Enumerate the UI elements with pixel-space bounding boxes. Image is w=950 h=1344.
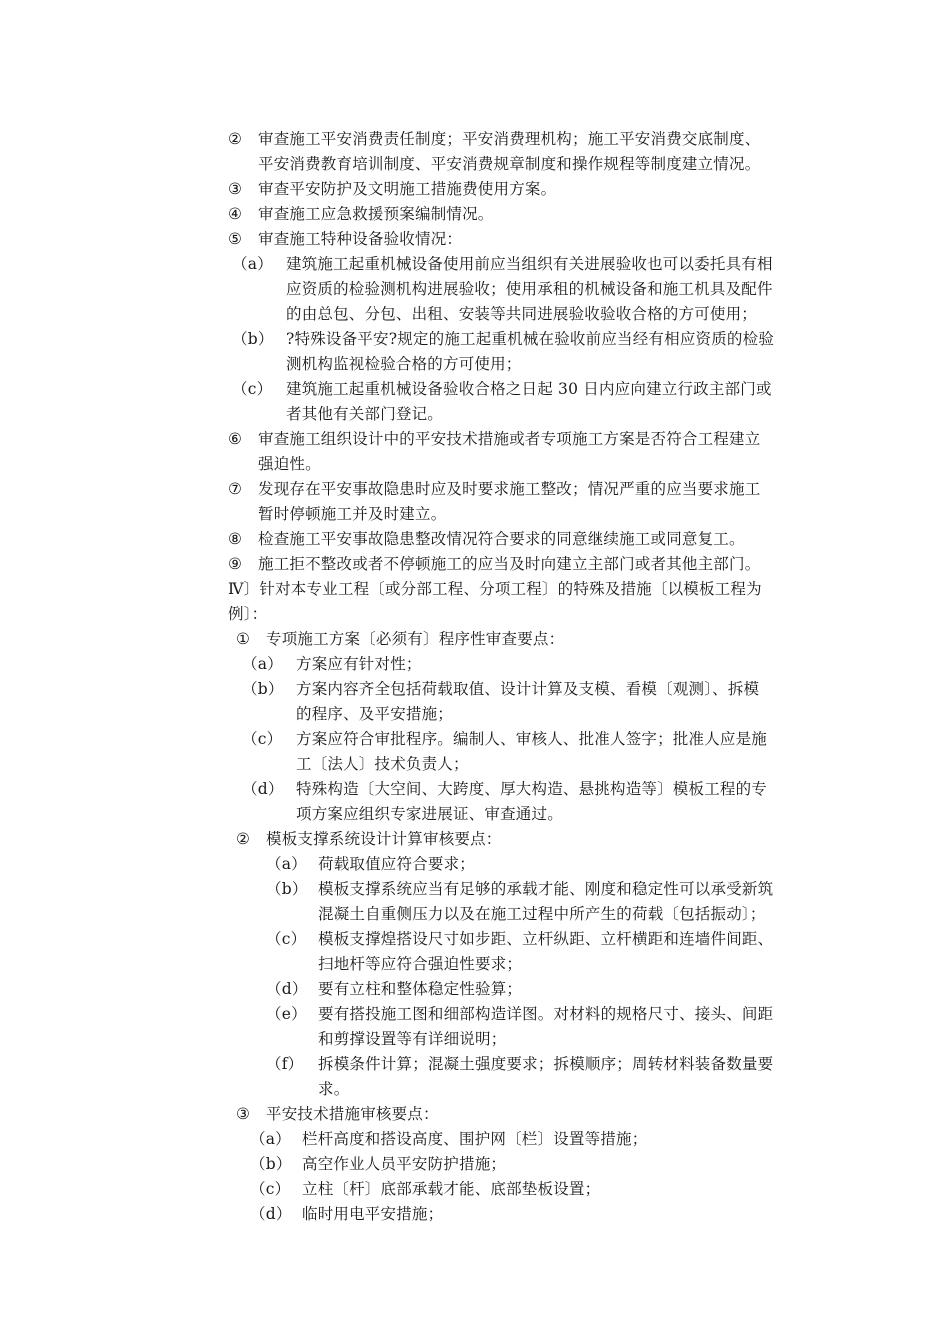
item-text-line: 工〔法人〕技术负责人； <box>296 755 469 773</box>
item-text-line: 的由总包、分包、出租、安装等共同进展验收验收合格的方可使用； <box>286 305 758 323</box>
item-text-line: 平安技术措施审核要点： <box>266 1105 439 1123</box>
item-text-line: 项方案应组织专家进展证、审查通过。 <box>296 805 563 823</box>
item-marker: （d） <box>242 780 284 798</box>
item-text-line: 专项施工方案〔必须有〕程序性审查要点： <box>266 630 565 648</box>
item-marker: （e） <box>266 1005 307 1023</box>
item-text-line: 强迫性。 <box>258 455 321 473</box>
item-text-line: 审查施工平安消费责任制度；平安消费理机构；施工平安消费交底制度、 <box>258 130 761 148</box>
item-marker: （c） <box>266 930 307 948</box>
item-text-line: 方案应有针对性； <box>296 655 422 673</box>
item-text-line: 要有搭投施工图和细部构造详图。对材料的规格尺寸、接头、间距 <box>318 1005 774 1023</box>
item-marker: ② <box>228 130 243 148</box>
item-text-line: 方案应符合审批程序。编制人、审核人、批准人签字；批准人应是施 <box>296 730 768 748</box>
item-marker: ⑤ <box>228 230 243 248</box>
item-marker: （b） <box>266 880 308 898</box>
item-text-line: 荷载取值应符合要求； <box>318 855 476 873</box>
item-text-line: 立柱〔杆〕底部承载才能、底部垫板设置； <box>302 1180 601 1198</box>
item-text-line: 施工拒不整改或者不停顿施工的应当及时向建立主部门或者其他主部门。 <box>258 555 761 573</box>
item-marker: （c） <box>232 380 273 398</box>
item-marker: （a） <box>232 255 273 273</box>
item-marker: ③ <box>236 1105 251 1123</box>
item-text-line: 和剪撑设置等有详细说明； <box>318 1030 507 1048</box>
item-marker: （a） <box>242 655 283 673</box>
item-text-line: 例〕： <box>228 605 268 623</box>
item-text-line: 应资质的检验测机构进展验收；使用承租的机械设备和施工机具及配件 <box>286 280 773 298</box>
item-text-line: 混凝土自重侧压力以及在施工过程中所产生的荷载〔包括振动〕； <box>318 905 766 923</box>
item-text-line: 模板支撑煌搭设尺寸如步距、立杆纵距、立杆横距和连墙件间距、 <box>318 930 774 948</box>
item-text-line: 临时用电平安措施； <box>302 1205 444 1223</box>
item-text-line: 审查施工组织设计中的平安技术措施或者专项施工方案是否符合工程建立 <box>258 430 761 448</box>
item-text-line: 的程序、及平安措施； <box>296 705 454 723</box>
item-text-line: 扫地杆等应符合强迫性要求； <box>318 955 523 973</box>
item-text-line: 特殊构造〔大空间、大跨度、厚大构造、悬挑构造等〕模板工程的专 <box>296 780 768 798</box>
item-text-line: 测机构监视检验合格的方可使用； <box>286 355 522 373</box>
item-marker: （d） <box>266 980 308 998</box>
item-text-line: Ⅳ〕针对本专业工程〔或分部工程、分项工程〕的特殊及措施〔以模板工程为 <box>228 580 762 598</box>
item-text-line: 求。 <box>318 1080 350 1098</box>
item-text-line: 拆模条件计算；混凝土强度要求；拆模顺序；周转材料装备数量要 <box>318 1055 774 1073</box>
item-marker: （b） <box>242 680 284 698</box>
item-text-line: 平安消费教育培训制度、平安消费规章制度和操作规程等制度建立情况。 <box>258 155 761 173</box>
item-text-line: 暂时停顿施工并及时建立。 <box>258 505 447 523</box>
item-marker: ③ <box>228 180 243 198</box>
item-marker: （d） <box>250 1205 292 1223</box>
item-marker: ⑥ <box>228 430 243 448</box>
item-text-line: 栏杆高度和搭设高度、围护网〔栏〕设置等措施； <box>302 1130 648 1148</box>
item-marker: ④ <box>228 205 243 223</box>
item-marker: ① <box>236 630 251 648</box>
item-marker: ⑦ <box>228 480 243 498</box>
item-text-line: 者其他有关部门登记。 <box>286 405 444 423</box>
item-marker: （c） <box>242 730 283 748</box>
item-text-line: 检查施工平安事故隐患整改情况符合要求的同意继续施工或同意复工。 <box>258 530 745 548</box>
item-text-line: 方案内容齐全包括荷载取值、设计计算及支模、看模〔观测〕、拆模 <box>296 680 760 698</box>
item-text-line: 审查施工应急救援预案编制情况。 <box>258 205 494 223</box>
item-marker: （a） <box>250 1130 291 1148</box>
item-marker: （b） <box>250 1155 292 1173</box>
item-text-line: 发现存在平安事故隐患时应及时要求施工整改；情况严重的应当要求施工 <box>258 480 761 498</box>
item-marker: （b） <box>232 330 274 348</box>
item-marker: ⑧ <box>228 530 243 548</box>
item-text-line: 审查平安防护及文明施工措施费使用方案。 <box>258 180 557 198</box>
item-marker: （f） <box>266 1055 304 1073</box>
item-text-line: 审查施工特种设备验收情况： <box>258 230 463 248</box>
item-text-line: 建筑施工起重机械设备验收合格之日起 30 日内应向建立行政主部门或 <box>286 380 772 398</box>
item-marker: （a） <box>266 855 307 873</box>
item-text-line: 建筑施工起重机械设备使用前应当组织有关进展验收也可以委托具有相 <box>286 255 773 273</box>
item-marker: ⑨ <box>228 555 243 573</box>
item-marker: （c） <box>250 1180 291 1198</box>
item-text-line: 要有立柱和整体稳定性验算； <box>318 980 523 998</box>
item-marker: ② <box>236 830 251 848</box>
item-text-line: 模板支撑系统应当有足够的承载才能、刚度和稳定性可以承受新筑 <box>318 880 774 898</box>
item-text-line: ?特殊设备平安?规定的施工起重机械在验收前应当经有相应资质的检验 <box>286 330 775 348</box>
item-text-line: 模板支撑系统设计计算审核要点： <box>266 830 502 848</box>
item-text-line: 高空作业人员平安防护措施； <box>302 1155 507 1173</box>
